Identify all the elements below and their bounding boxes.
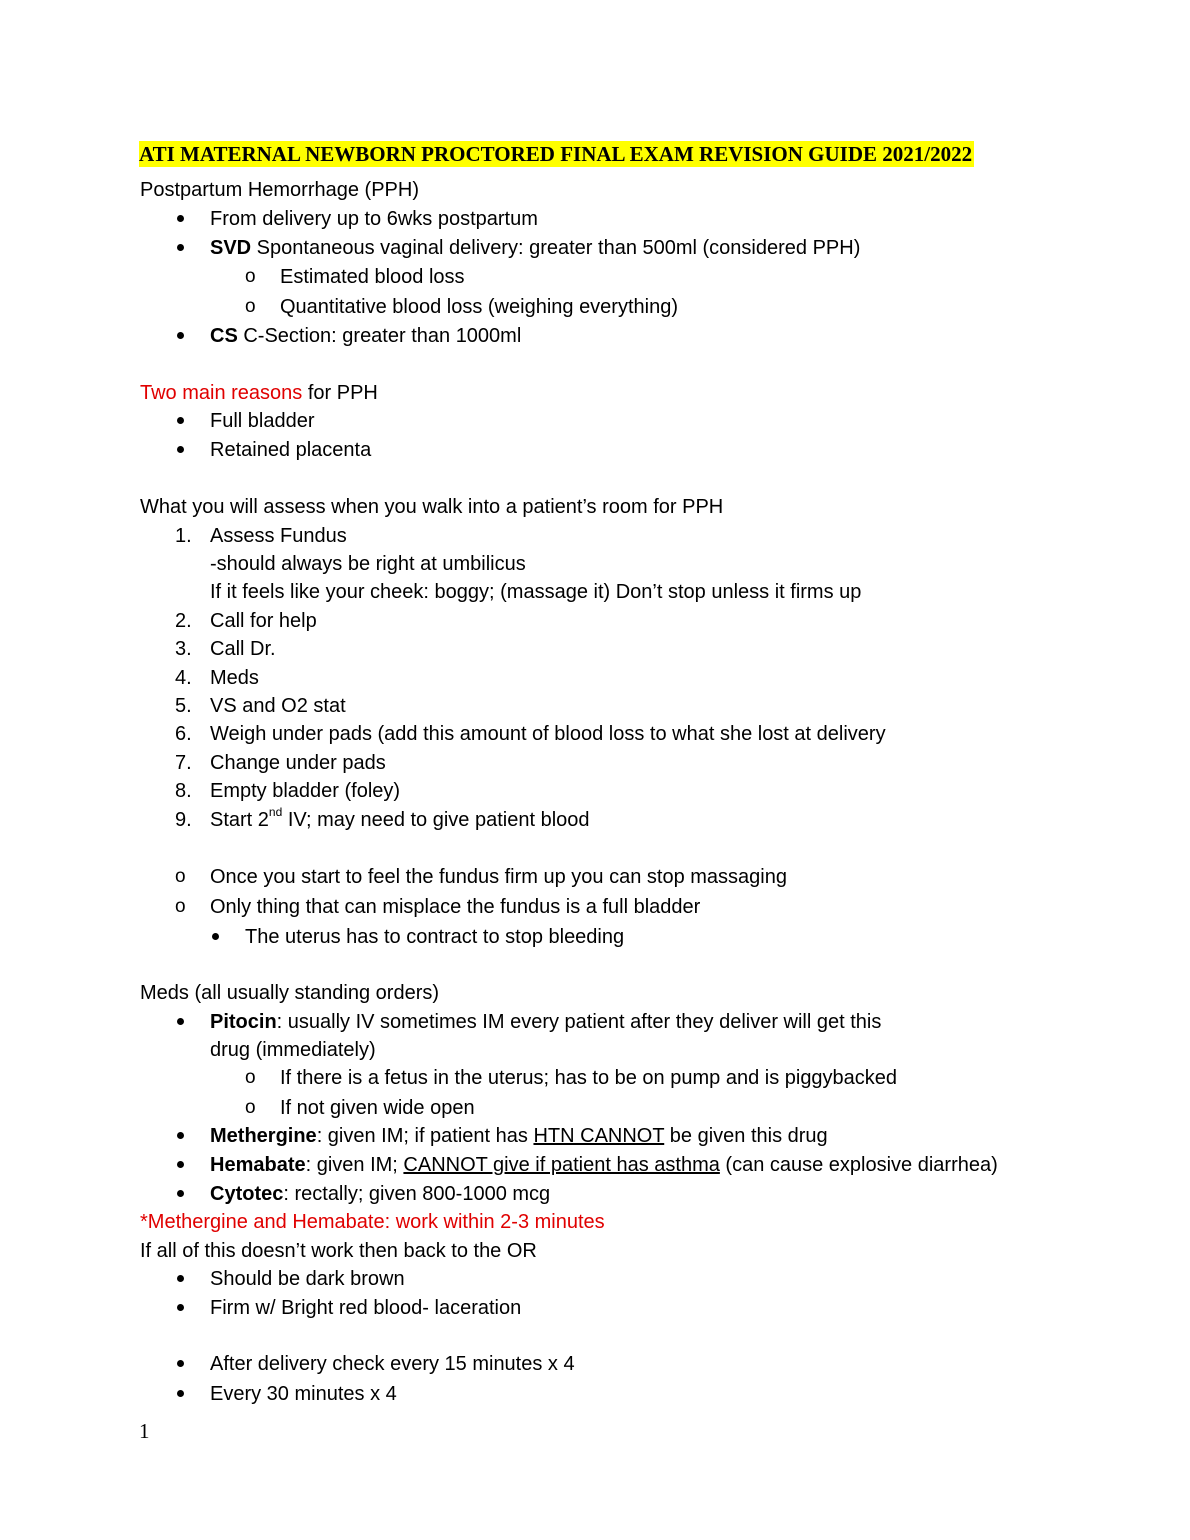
list-item: Once you start to feel the fundus firm up you can stop massaging bbox=[210, 866, 787, 888]
bullet-icon bbox=[177, 1390, 184, 1397]
circle-bullet-icon: o bbox=[175, 896, 186, 917]
drug-name: Cytotec bbox=[210, 1183, 284, 1205]
bullet-icon bbox=[177, 1161, 184, 1168]
list-item: Retained placenta bbox=[210, 439, 372, 461]
circle-bullet-icon: o bbox=[245, 296, 256, 317]
list-item: The uterus has to contract to stop bleeding bbox=[245, 926, 625, 948]
list-item: Only thing that can misplace the fundus is a full bladder bbox=[210, 896, 701, 918]
list-item: From delivery up to 6wks postpartum bbox=[210, 208, 538, 230]
bullet-icon bbox=[212, 933, 219, 940]
bullet-icon bbox=[177, 1018, 184, 1025]
list-item: After delivery check every 15 minutes x 4 bbox=[210, 1353, 575, 1375]
list-item: Every 30 minutes x 4 bbox=[210, 1383, 397, 1405]
list-number: 7. bbox=[175, 752, 192, 774]
bullet-icon bbox=[177, 446, 184, 453]
list-item: Quantitative blood loss (weighing everything) bbox=[280, 296, 678, 318]
bullet-icon bbox=[177, 417, 184, 424]
list-number: 8. bbox=[175, 780, 192, 802]
list-item-text: : rectally; given 800-1000 mcg bbox=[283, 1183, 551, 1205]
list-item: Weigh under pads (add this amount of blood loss to what she lost at delivery bbox=[210, 723, 886, 745]
list-item bbox=[210, 1124, 828, 1148]
list-item: Estimated blood loss bbox=[280, 266, 465, 288]
bullet-icon bbox=[177, 1132, 184, 1139]
list-number: 9. bbox=[175, 809, 192, 831]
drug-name: Methergine bbox=[210, 1125, 317, 1147]
list-item: Should be dark brown bbox=[210, 1268, 405, 1290]
list-number: 5. bbox=[175, 695, 192, 717]
list-item-text: IV; may need to give patient blood bbox=[282, 809, 590, 831]
list-item bbox=[210, 236, 860, 260]
drug-name: Hemabate bbox=[210, 1154, 306, 1176]
list-item-note: -should always be right at umbilicus bbox=[210, 553, 526, 575]
circle-bullet-icon: o bbox=[245, 1097, 256, 1118]
list-number: 6. bbox=[175, 723, 192, 745]
list-item bbox=[210, 805, 590, 832]
term-svd: SVD bbox=[210, 237, 252, 259]
list-item: Full bladder bbox=[210, 410, 315, 432]
bullet-icon bbox=[177, 215, 184, 222]
bullet-icon bbox=[177, 1275, 184, 1282]
list-item: Change under pads bbox=[210, 752, 386, 774]
list-item bbox=[210, 324, 521, 348]
circle-bullet-icon: o bbox=[175, 866, 186, 887]
list-item-continuation: drug (immediately) bbox=[210, 1039, 376, 1061]
bullet-icon bbox=[177, 1360, 184, 1367]
list-item-text: : given IM; bbox=[305, 1154, 404, 1176]
list-item: Call Dr. bbox=[210, 638, 276, 660]
list-item-text: be given this drug bbox=[664, 1125, 828, 1147]
underlined-warning: HTN CANNOT bbox=[533, 1125, 665, 1147]
section-heading-pph: Postpartum Hemorrhage (PPH) bbox=[140, 179, 419, 201]
list-item-text: : usually IV sometimes IM every patient after they deliver will get this bbox=[276, 1011, 882, 1033]
page-number: 1 bbox=[139, 1419, 150, 1443]
list-item: Empty bladder (foley) bbox=[210, 780, 401, 802]
circle-bullet-icon: o bbox=[245, 266, 256, 287]
drug-name: Pitocin bbox=[210, 1011, 277, 1033]
list-item: If there is a fetus in the uterus; has to be on pump and is piggybacked bbox=[280, 1067, 898, 1089]
list-item bbox=[210, 1153, 998, 1177]
list-item: If not given wide open bbox=[280, 1097, 475, 1119]
list-item bbox=[210, 1182, 550, 1206]
superscript: nd bbox=[268, 805, 283, 820]
section-heading-meds: Meds (all usually standing orders) bbox=[140, 982, 440, 1004]
list-item: Firm w/ Bright red blood- laceration bbox=[210, 1297, 522, 1319]
list-item-text: C-Section: greater than 1000ml bbox=[237, 325, 522, 347]
list-item-text: Start 2 bbox=[210, 809, 269, 831]
list-item-text: (can cause explosive diarrhea) bbox=[719, 1154, 998, 1176]
list-number: 2. bbox=[175, 610, 192, 632]
bullet-icon bbox=[177, 244, 184, 251]
list-item bbox=[210, 1010, 881, 1034]
section-heading-assess: What you will assess when you walk into a patient’s room for PPH bbox=[140, 496, 724, 518]
list-item: Call for help bbox=[210, 610, 317, 632]
list-item-text: Spontaneous vaginal delivery: greater than 500ml (considered PPH) bbox=[251, 237, 861, 259]
list-number: 4. bbox=[175, 667, 192, 689]
highlight-text: Two main reasons bbox=[140, 382, 303, 404]
bullet-icon bbox=[177, 332, 184, 339]
document-title: ATI MATERNAL NEWBORN PROCTORED FINAL EXAM REVISION GUIDE 2021/2022 bbox=[139, 142, 973, 166]
circle-bullet-icon: o bbox=[245, 1067, 256, 1088]
note: If all of this doesn’t work then back to the OR bbox=[140, 1240, 537, 1262]
list-item-text: : given IM; if patient has bbox=[316, 1125, 534, 1147]
list-item: VS and O2 stat bbox=[210, 695, 346, 717]
term-cs: CS bbox=[210, 325, 238, 347]
list-item: Meds bbox=[210, 667, 259, 689]
list-item-note: If it feels like your cheek: boggy; (massage it) Don’t stop unless it firms up bbox=[210, 581, 862, 603]
heading-text: for PPH bbox=[302, 382, 378, 404]
list-number: 3. bbox=[175, 638, 192, 660]
bullet-icon bbox=[177, 1190, 184, 1197]
red-note: *Methergine and Hemabate: work within 2-3 minutes bbox=[140, 1211, 605, 1233]
section-heading-reasons bbox=[140, 381, 378, 405]
underlined-warning: CANNOT give if patient has asthma bbox=[403, 1154, 720, 1176]
bullet-icon bbox=[177, 1304, 184, 1311]
list-item: Assess Fundus bbox=[210, 525, 347, 547]
list-number: 1. bbox=[175, 525, 192, 547]
